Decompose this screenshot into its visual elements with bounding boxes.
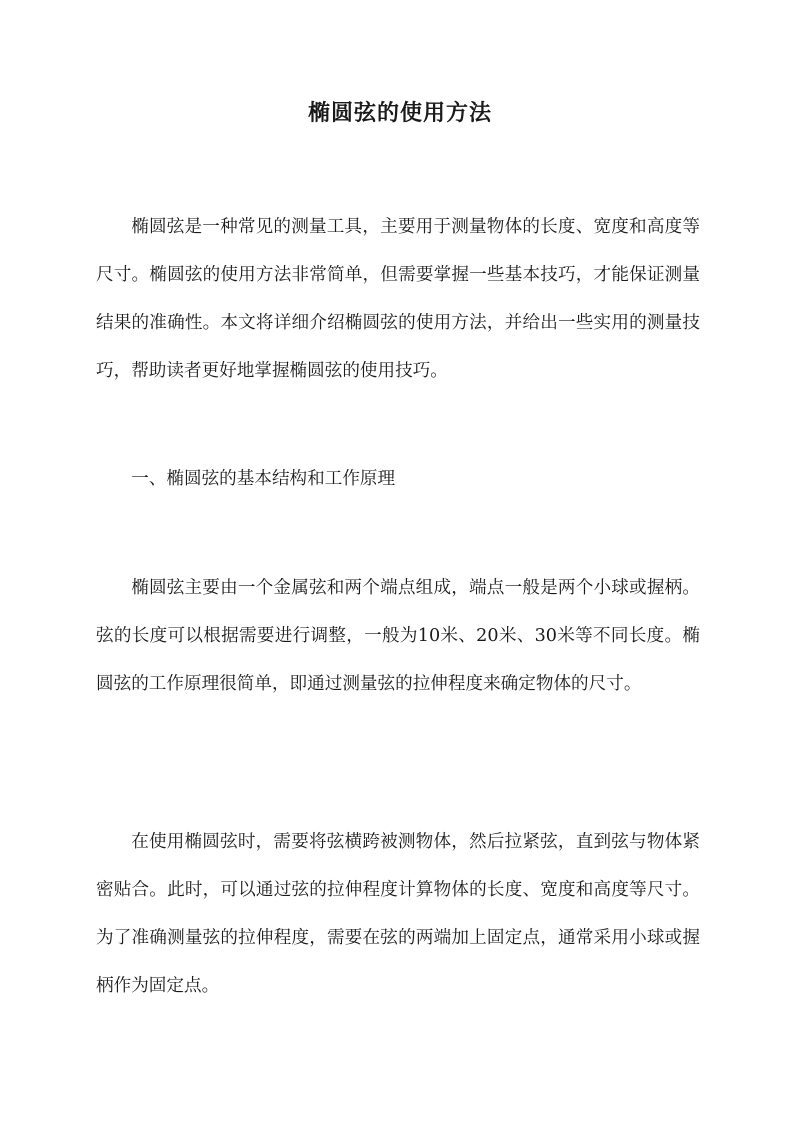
usage-paragraph: 在使用椭圆弦时，需要将弦横跨被测物体，然后拉紧弦，直到弦与物体紧密贴合。此时，可以通过弦的拉伸程度计算物体的长度、宽度和高度等尺寸。为了准确测量弦的拉伸程度，需要在弦的两端加上固定点，通常采用小球或握柄作为固定点。 xyxy=(96,832,700,996)
section-heading: 一、椭圆弦的基本结构和工作原理 xyxy=(131,469,396,489)
intro-paragraph: 椭圆弦是一种常见的测量工具，主要用于测量物体的长度、宽度和高度等尺寸。椭圆弦的使用方法非常简单，但需要掌握一些基本技巧，才能保证测量结果的准确性。本文将详细介绍椭圆弦的使用方法，并给出一些实用的测量技巧，帮助读者更好地掌握椭圆弦的使用技巧。 xyxy=(96,217,700,381)
document-title: 椭圆弦的使用方法 xyxy=(307,100,492,126)
structure-paragraph: 椭圆弦主要由一个金属弦和两个端点组成，端点一般是两个小球或握柄。弦的长度可以根据需要进行调整，一般为10米、20米、30米等不同长度。椭圆弦的工作原理很简单，即通过测量弦的拉伸程度来确定物体的尺寸。 xyxy=(96,578,700,694)
